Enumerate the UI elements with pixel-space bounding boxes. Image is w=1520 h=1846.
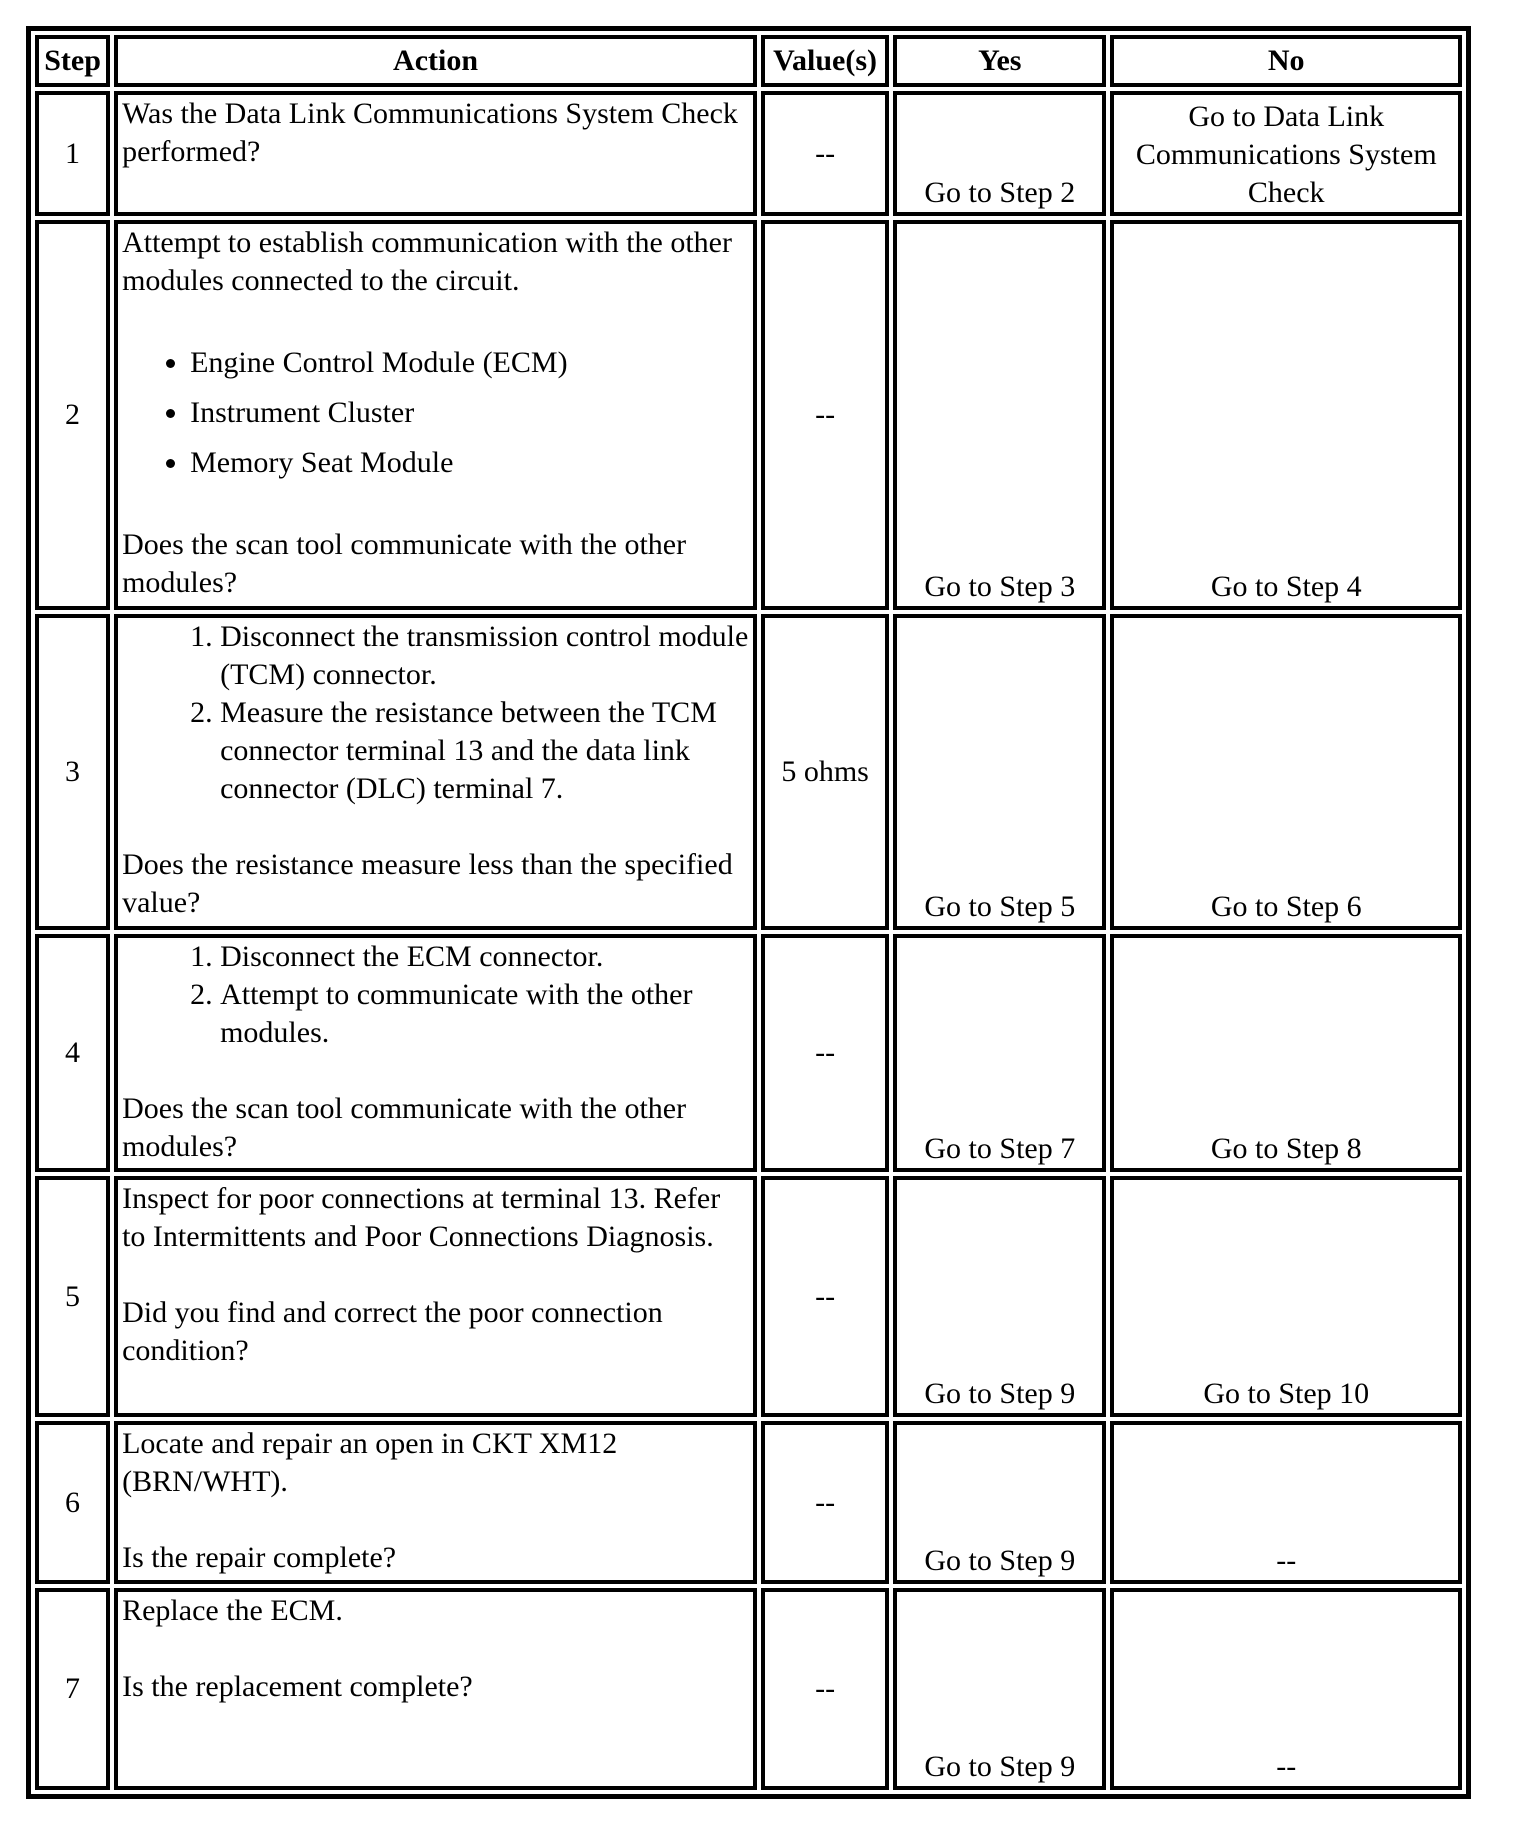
action-intro: Attempt to establish communication with the other modules connected to the circuit. bbox=[122, 226, 732, 297]
no-cell: Go to Data Link Communications System Check bbox=[1110, 91, 1462, 216]
no-cell: Go to Step 10 bbox=[1110, 1176, 1462, 1417]
action-cell bbox=[114, 1421, 757, 1584]
table-row bbox=[35, 1421, 1462, 1584]
table-row bbox=[35, 934, 1462, 1172]
list-item: 2. Attempt to communicate with the other modules. bbox=[220, 976, 750, 1052]
action-question: Did you find and correct the poor connection condition? bbox=[122, 1296, 663, 1367]
action-text: Was the Data Link Communications System Check performed? bbox=[122, 97, 738, 168]
list-item: • Instrument Cluster bbox=[190, 388, 750, 438]
step-number: 5 bbox=[35, 1176, 110, 1417]
table-row bbox=[35, 614, 1462, 930]
action-cell bbox=[114, 614, 757, 930]
no-cell: Go to Step 4 bbox=[1110, 220, 1462, 610]
table-row bbox=[35, 1588, 1462, 1790]
header-step: Step bbox=[35, 35, 110, 87]
action-question: Does the scan tool communicate with the other modules? bbox=[122, 1092, 687, 1163]
step-number: 2 bbox=[35, 220, 110, 610]
yes-cell: Go to Step 7 bbox=[893, 934, 1106, 1172]
action-intro: Replace the ECM. bbox=[122, 1594, 343, 1627]
value-cell: -- bbox=[761, 220, 889, 610]
header-action: Action bbox=[114, 35, 757, 87]
no-cell: -- bbox=[1110, 1588, 1462, 1790]
table-row bbox=[35, 1176, 1462, 1417]
module-list bbox=[122, 338, 750, 488]
header-row bbox=[35, 35, 1462, 87]
value-cell: -- bbox=[761, 934, 889, 1172]
no-cell: -- bbox=[1110, 1421, 1462, 1584]
action-cell bbox=[114, 220, 757, 610]
step-number: 3 bbox=[35, 614, 110, 930]
value-cell: -- bbox=[761, 1176, 889, 1417]
yes-cell: Go to Step 5 bbox=[893, 614, 1106, 930]
list-item: 1. Disconnect the ECM connector. bbox=[220, 938, 750, 976]
header-values: Value(s) bbox=[761, 35, 889, 87]
diagnostic-table bbox=[26, 26, 1471, 1799]
action-intro: Locate and repair an open in CKT XM12 (BRN/WHT). bbox=[122, 1427, 618, 1498]
yes-cell: Go to Step 9 bbox=[893, 1176, 1106, 1417]
action-question: Does the resistance measure less than the specified value? bbox=[122, 848, 733, 919]
list-item: 2. Measure the resistance between the TCM connector terminal 13 and the data link connector (DLC) terminal 7. bbox=[220, 694, 750, 808]
list-item: • Memory Seat Module bbox=[190, 438, 750, 488]
value-cell: -- bbox=[761, 1421, 889, 1584]
yes-cell: Go to Step 3 bbox=[893, 220, 1106, 610]
header-no: No bbox=[1110, 35, 1462, 87]
no-cell: Go to Step 6 bbox=[1110, 614, 1462, 930]
action-question: Is the repair complete? bbox=[122, 1541, 397, 1574]
yes-cell: Go to Step 2 bbox=[893, 91, 1106, 216]
yes-cell: Go to Step 9 bbox=[893, 1421, 1106, 1584]
step-number: 6 bbox=[35, 1421, 110, 1584]
step-number: 7 bbox=[35, 1588, 110, 1790]
action-cell bbox=[114, 91, 757, 216]
action-question: Does the scan tool communicate with the other modules? bbox=[122, 528, 687, 599]
step-number: 4 bbox=[35, 934, 110, 1172]
step-number: 1 bbox=[35, 91, 110, 216]
action-cell bbox=[114, 1588, 757, 1790]
value-cell: 5 ohms bbox=[761, 614, 889, 930]
action-cell bbox=[114, 1176, 757, 1417]
list-item: • Engine Control Module (ECM) bbox=[190, 338, 750, 388]
table-row bbox=[35, 91, 1462, 216]
procedure-list bbox=[122, 938, 750, 1052]
action-cell bbox=[114, 934, 757, 1172]
table-row bbox=[35, 220, 1462, 610]
yes-cell: Go to Step 9 bbox=[893, 1588, 1106, 1790]
header-yes: Yes bbox=[893, 35, 1106, 87]
list-item: 1. Disconnect the transmission control module (TCM) connector. bbox=[220, 618, 750, 694]
value-cell: -- bbox=[761, 91, 889, 216]
action-intro: Inspect for poor connections at terminal 13. Refer to Intermittents and Poor Connections Diagnosis. bbox=[122, 1182, 721, 1253]
action-question: Is the replacement complete? bbox=[122, 1670, 473, 1703]
value-cell: -- bbox=[761, 1588, 889, 1790]
no-cell: Go to Step 8 bbox=[1110, 934, 1462, 1172]
procedure-list bbox=[122, 618, 750, 808]
